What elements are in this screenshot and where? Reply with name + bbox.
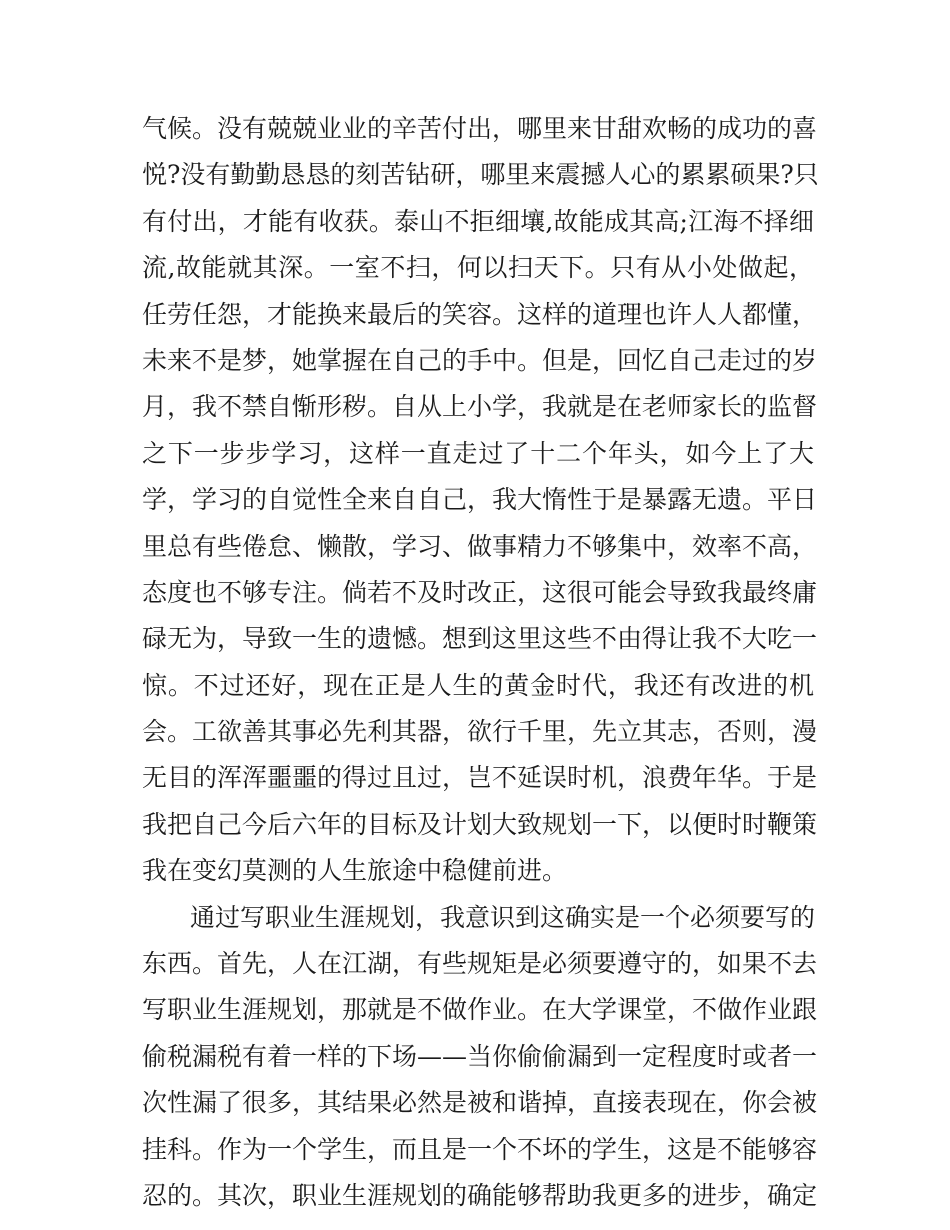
document-body <box>142 106 819 1219</box>
text-line: 流,故能就其深。一室不扫，何以扫天下。只有从小处做起， <box>142 253 814 283</box>
text-line: 偷税漏税有着一样的下场——当你偷偷漏到一定程度时或者一 <box>142 1041 818 1071</box>
text-line: 次性漏了很多，其结果必然是被和谐掉，直接表现在，你会被 <box>142 1088 818 1118</box>
text-line: 气候。没有兢兢业业的辛苦付出，哪里来甘甜欢畅的成功的喜 <box>142 114 818 143</box>
text-line: 未来不是梦，她掌握在自己的手中。但是，回忆自己走过的岁 <box>142 345 818 375</box>
text-line: 悦?没有勤勤恳恳的刻苦钻研，哪里来震撼人心的累累硕果?只 <box>142 160 819 190</box>
paragraph-2 <box>142 895 818 1220</box>
text-line: 有付出，才能有收获。泰山不拒细壤,故能成其高;江海不择细 <box>142 206 814 236</box>
text-line: 挂科。作为一个学生，而且是一个不坏的学生，这是不能够容 <box>142 1134 818 1164</box>
text-line: 惊。不过还好，现在正是人生的黄金时代，我还有改进的机 <box>142 670 814 700</box>
text-line: 学，学习的自觉性全来自自己，我大惰性于是暴露无遗。平日 <box>142 485 818 515</box>
text-line: 会。工欲善其事必先利其器，欲行千里，先立其志，否则，漫 <box>142 717 818 747</box>
text-line: 无目的浑浑噩噩的得过且过，岂不延误时机，浪费年华。于是 <box>142 763 818 793</box>
text-line: 月，我不禁自惭形秽。自从上小学，我就是在老师家长的监督 <box>142 392 818 422</box>
text-line: 写职业生涯规划，那就是不做作业。在大学课堂，不做作业跟 <box>142 995 818 1025</box>
text-line: 我把自己今后六年的目标及计划大致规划一下，以便时时鞭策 <box>142 809 818 839</box>
text-line: 之下一步步学习，这样一直走过了十二个年头，如今上了大 <box>142 438 814 468</box>
text-line: 态度也不够专注。倘若不及时改正，这很可能会导致我最终庸 <box>142 577 818 607</box>
text-line: 任劳任怨，才能换来最后的笑容。这样的道理也许人人都懂， <box>142 299 818 329</box>
text-line: 忍的。其次，职业生涯规划的确能够帮助我更多的进步，确定 <box>142 1180 818 1210</box>
text-line-indented: 通过写职业生涯规划，我意识到这确实是一个必须要写的 <box>190 902 816 932</box>
text-line: 东西。首先，人在江湖，有些规矩是必须要遵守的，如果不去 <box>142 949 818 979</box>
text-line: 碌无为，导致一生的遗憾。想到这里这些不由得让我不大吃一 <box>142 624 818 654</box>
text-line: 里总有些倦怠、懒散，学习、做事精力不够集中，效率不高， <box>142 531 818 561</box>
paragraph-1 <box>142 106 819 895</box>
text-line: 我在变幻莫测的人生旅途中稳健前进。 <box>142 856 568 886</box>
